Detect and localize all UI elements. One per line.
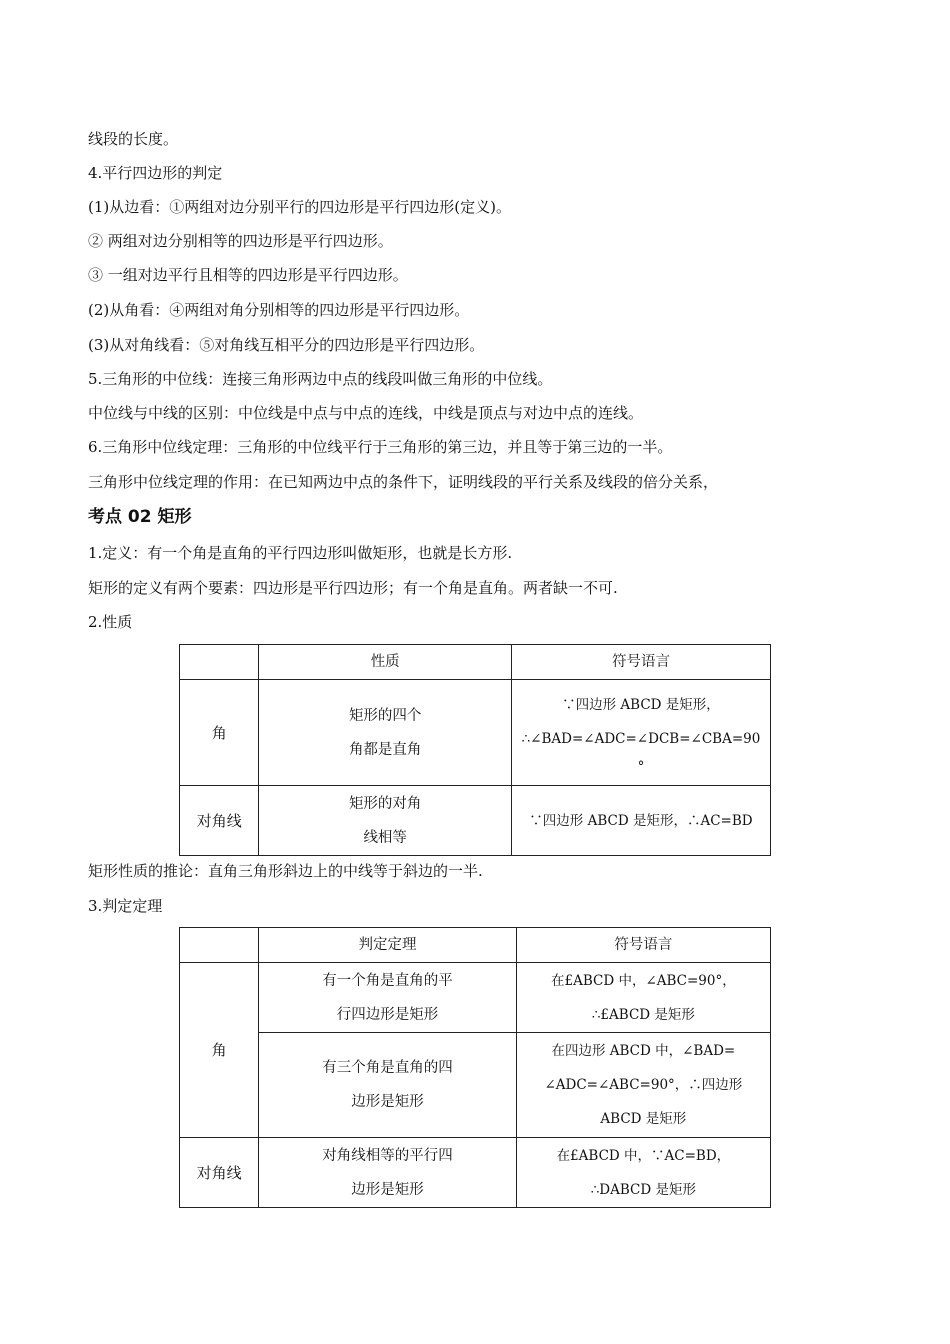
paragraph: 矩形的定义有两个要素：四边形是平行四边形；有一个角是直角。两者缺一不可. bbox=[88, 579, 618, 597]
row-label: 对角线 bbox=[180, 1138, 259, 1208]
paragraph: ② 两组对边分别相等的四边形是平行四边形。 bbox=[88, 232, 393, 250]
symbol-cell bbox=[516, 963, 770, 1033]
cell-line: 边形是矩形 bbox=[351, 1094, 424, 1110]
property-cell bbox=[259, 786, 511, 856]
row-label: 角 bbox=[180, 680, 259, 786]
table-row bbox=[180, 680, 771, 786]
section-heading: 考点 02 矩形 bbox=[88, 507, 192, 527]
cell-line: ABCD 是矩形 bbox=[600, 1111, 687, 1127]
cell-line: ° bbox=[637, 758, 645, 775]
judgement-table bbox=[179, 927, 771, 1208]
row-label: 角 bbox=[180, 963, 259, 1138]
paragraph: (1)从边看：①两组对边分别平行的四边形是平行四边形(定义)。 bbox=[88, 198, 511, 216]
paragraph: 6.三角形中位线定理：三角形的中位线平行于三角形的第三边，并且等于第三边的一半。 bbox=[88, 438, 673, 456]
symbol-cell bbox=[511, 680, 770, 786]
table-row bbox=[180, 1033, 771, 1138]
paragraph: (3)从对角线看：⑤对角线互相平分的四边形是平行四边形。 bbox=[88, 336, 485, 354]
symbol-cell bbox=[511, 786, 770, 856]
paragraph: (2)从角看：④两组对角分别相等的四边形是平行四边形。 bbox=[88, 301, 470, 319]
cell-line: 行四边形是矩形 bbox=[336, 1006, 439, 1023]
cell-line: ∵四边形 ABCD 是矩形， bbox=[562, 696, 720, 713]
cell-line: 角都是直角 bbox=[348, 741, 422, 758]
properties-table bbox=[179, 644, 771, 856]
table-header-cell: 性质 bbox=[259, 645, 511, 680]
cell-line: 有三个角是直角的四 bbox=[322, 1060, 453, 1076]
cell-line: ∴£ABCD 是矩形 bbox=[591, 1006, 695, 1023]
cell-line: 边形是矩形 bbox=[351, 1181, 424, 1198]
paragraph: 1.定义：有一个角是直角的平行四边形叫做矩形，也就是长方形. bbox=[88, 544, 513, 562]
table-header-cell: 符号语言 bbox=[516, 928, 770, 963]
cell-line: ∠ADC=∠ABC=90°，∴四边形 bbox=[544, 1077, 743, 1093]
theorem-cell bbox=[259, 1138, 516, 1208]
cell-line: ∵四边形 ABCD 是矩形，∴AC=BD bbox=[529, 812, 753, 829]
cell-line: 在四边形 ABCD 中，∠BAD= bbox=[551, 1043, 736, 1059]
cell-line: ∴DABCD 是矩形 bbox=[590, 1181, 696, 1198]
paragraph: ③ 一组对边平行且相等的四边形是平行四边形。 bbox=[88, 266, 408, 284]
paragraph: 三角形中位线定理的作用：在已知两边中点的条件下，证明线段的平行关系及线段的倍分关系， bbox=[88, 473, 719, 491]
section-title: 4.平行四边形的判定 bbox=[88, 164, 223, 182]
cell-line: 在£ABCD 中，∵AC=BD， bbox=[556, 1147, 731, 1164]
row-label: 对角线 bbox=[180, 786, 259, 856]
cell-line: 线相等 bbox=[363, 829, 407, 846]
paragraph: 中位线与中线的区别：中位线是中点与中点的连线，中线是顶点与对边中点的连线。 bbox=[88, 404, 644, 422]
table-header-row bbox=[180, 928, 771, 963]
theorem-cell bbox=[259, 1033, 516, 1138]
table-header-cell bbox=[180, 645, 259, 680]
table-header-row bbox=[180, 645, 771, 680]
table-header-cell bbox=[180, 928, 259, 963]
table-row bbox=[180, 1138, 771, 1208]
paragraph: 5.三角形的中位线：连接三角形两边中点的线段叫做三角形的中位线。 bbox=[88, 370, 553, 388]
table-row bbox=[180, 786, 771, 856]
cell-line: 在£ABCD 中，∠ABC=90°， bbox=[550, 972, 736, 989]
cell-line: ∴∠BAD=∠ADC=∠DCB=∠CBA=90 bbox=[521, 730, 761, 747]
property-cell bbox=[259, 680, 511, 786]
section-title: 2.性质 bbox=[88, 613, 133, 631]
table-row bbox=[180, 963, 771, 1033]
cell-line: 对角线相等的平行四 bbox=[322, 1147, 453, 1164]
section-title: 3.判定定理 bbox=[88, 897, 163, 915]
table-header-cell: 判定定理 bbox=[259, 928, 516, 963]
symbol-cell bbox=[516, 1033, 770, 1138]
paragraph: 线段的长度。 bbox=[88, 130, 179, 148]
paragraph: 矩形性质的推论：直角三角形斜边上的中线等于斜边的一半. bbox=[88, 862, 483, 880]
cell-line: 矩形的对角 bbox=[348, 795, 422, 812]
table-header-cell: 符号语言 bbox=[511, 645, 770, 680]
cell-line: 矩形的四个 bbox=[348, 707, 422, 724]
theorem-cell bbox=[259, 963, 516, 1033]
symbol-cell bbox=[516, 1138, 770, 1208]
cell-line: 有一个角是直角的平 bbox=[322, 972, 453, 989]
